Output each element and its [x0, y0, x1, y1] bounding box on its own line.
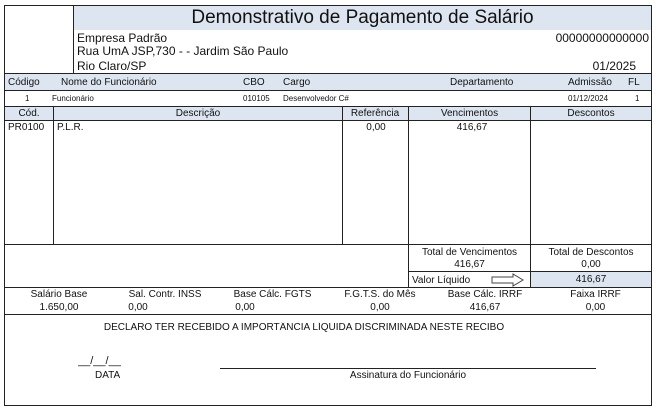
- employee-nome: Funcionário: [52, 94, 94, 103]
- col-departamento-label: Departamento: [450, 77, 514, 88]
- rule: [4, 90, 652, 91]
- company-address: Rua UmA JSP,730 - - Jardim São Paulo: [77, 44, 289, 58]
- base-calc-irrf-label: Base Cálc. IRRF: [447, 289, 523, 300]
- base-calc-irrf-value: 416,67: [469, 302, 501, 313]
- col-admissao-label: Admissão: [568, 77, 612, 88]
- arrow-right-icon: [491, 273, 525, 287]
- col-descontos-label: Descontos: [567, 108, 615, 119]
- date-blank: __/__/__: [78, 355, 121, 367]
- faixa-irrf-value: 0,00: [585, 302, 606, 313]
- company-city: Rio Claro/SP: [77, 59, 147, 73]
- item-descricao: P.L.R.: [57, 122, 84, 133]
- company-name: Empresa Padrão: [77, 31, 168, 45]
- salario-base-value: 1.650,00: [39, 302, 79, 313]
- item-cod: PR0100: [8, 122, 45, 133]
- col-codigo-label: Código: [8, 77, 40, 88]
- col-vencimentos-label: Vencimentos: [440, 108, 499, 119]
- col-descricao-label: Descrição: [175, 108, 221, 119]
- employee-codigo: 1: [25, 94, 30, 103]
- page-title: Demonstrativo de Pagamento de Salário: [191, 7, 534, 28]
- rule: [4, 120, 652, 121]
- col-nome-label: Nome do Funcionário: [61, 77, 157, 88]
- salario-base-label: Salário Base: [30, 289, 88, 300]
- sal-contr-inss-value: 0,00: [128, 302, 148, 313]
- employee-fl: 1: [635, 94, 640, 103]
- fgts-mes-label: F.G.T.S. do Mês: [344, 289, 416, 300]
- employee-cbo: 010105: [243, 94, 270, 103]
- item-vencimentos: 416,67: [456, 122, 488, 133]
- sal-contr-inss-label: Sal. Contr. INSS: [128, 289, 202, 300]
- rule: [4, 287, 652, 288]
- rule: [4, 244, 652, 245]
- signature-line: [220, 368, 596, 369]
- total-vencimentos-label: Total de Vencimentos: [421, 247, 518, 258]
- rule: [4, 314, 652, 315]
- total-descontos-label: Total de Descontos: [548, 247, 634, 258]
- employee-admissao: 01/12/2024: [568, 94, 609, 103]
- total-vencimentos-value: 416,67: [454, 259, 485, 270]
- receipt-declaration: DECLARO TER RECEBIDO A IMPORTÂNCIA LÍQUIDA DISCRIMINADA NESTE RECIBO: [103, 322, 505, 333]
- signature-label: Assinatura do Funcionário: [349, 370, 467, 381]
- date-label: DATA: [95, 370, 121, 381]
- company-id: 00000000000000: [555, 31, 649, 45]
- valor-liquido-label: Valor Líquido: [412, 275, 471, 286]
- col-referencia-label: Referência: [350, 108, 400, 119]
- fgts-mes-value: 0,00: [370, 302, 390, 313]
- employee-cargo: Desenvolvedor C#: [283, 94, 349, 103]
- col-fl-label: FL: [628, 77, 640, 88]
- col-cod-label: Cód.: [18, 108, 40, 119]
- pay-period: 01/2025: [592, 59, 636, 73]
- valor-liquido-value: 416,67: [575, 274, 607, 285]
- base-calc-fgts-label: Base Cálc. FGTS: [233, 289, 312, 300]
- col-divider: [53, 107, 54, 244]
- faixa-irrf-label: Faixa IRRF: [570, 289, 621, 300]
- item-referencia: 0,00: [366, 122, 386, 133]
- col-cbo-label: CBO: [243, 77, 265, 88]
- total-descontos-value: 0,00: [581, 259, 601, 270]
- col-cargo-label: Cargo: [283, 77, 311, 88]
- base-calc-fgts-value: 0,00: [235, 302, 255, 313]
